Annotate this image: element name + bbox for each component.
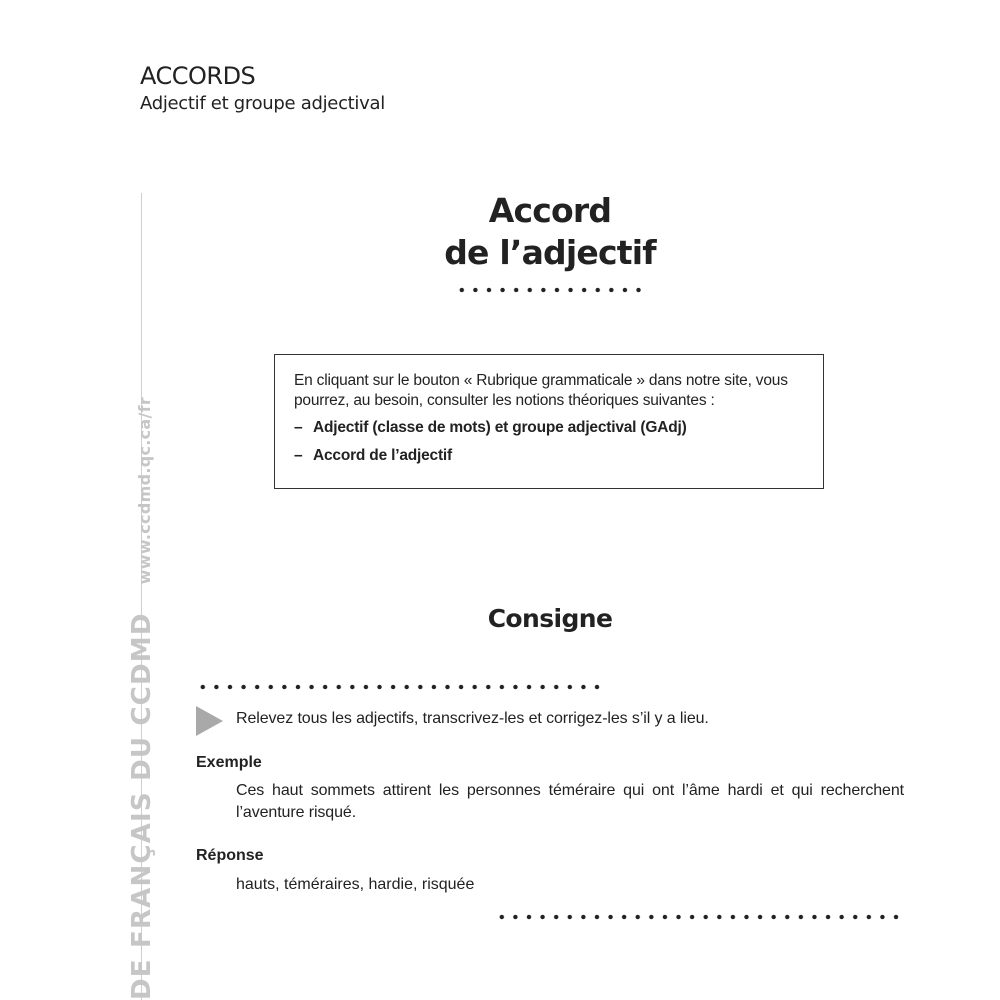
example-label: Exemple [196,754,262,771]
theory-notice-item [294,419,809,437]
example-sentence: Ces haut sommets attirent les personnes téméraire qui ont l’âme hardi et qui recherchent l’aventure risqué. [236,782,904,821]
bottom-dotted-divider [495,914,905,920]
vertical-brand-strip [127,397,157,1000]
section-header-title: ACCORDS [140,62,256,90]
theory-notice-item [294,447,809,465]
list-dash: – [294,419,303,436]
consigne-heading: Consigne [487,604,613,633]
theory-notice-item-label: Accord de l’adjectif [313,447,452,464]
section-header-subtitle: Adjectif et groupe adjectival [140,93,385,114]
instruction-text: Relevez tous les adjectifs, transcrivez-les et corrigez-les s’il y a lieu. [236,710,709,727]
list-dash: – [294,447,303,464]
theory-notice-box [274,354,824,489]
title-dotted-divider [455,287,645,293]
answer-text: hauts, téméraires, hardie, risquée [236,876,475,893]
page-title-line-1: Accord [488,191,612,230]
theory-notice-item-label: Adjectif (classe de mots) et groupe adjectival (GAdj) [313,419,687,436]
vertical-brand-url: www.ccdmd.qc.ca/fr [135,396,154,585]
consigne-dotted-divider [196,684,608,690]
vertical-brand-name: DE FRANÇAIS DU CCDMD [127,612,157,1000]
play-arrow-icon [196,706,223,736]
theory-notice-text: En cliquant sur le bouton « Rubrique grammaticale » dans notre site, vous pourrez, au besoin, consulter les notions théoriques suivantes : [294,372,788,409]
page-title-line-2: de l’adjectif [444,233,656,272]
answer-label: Réponse [196,847,264,864]
